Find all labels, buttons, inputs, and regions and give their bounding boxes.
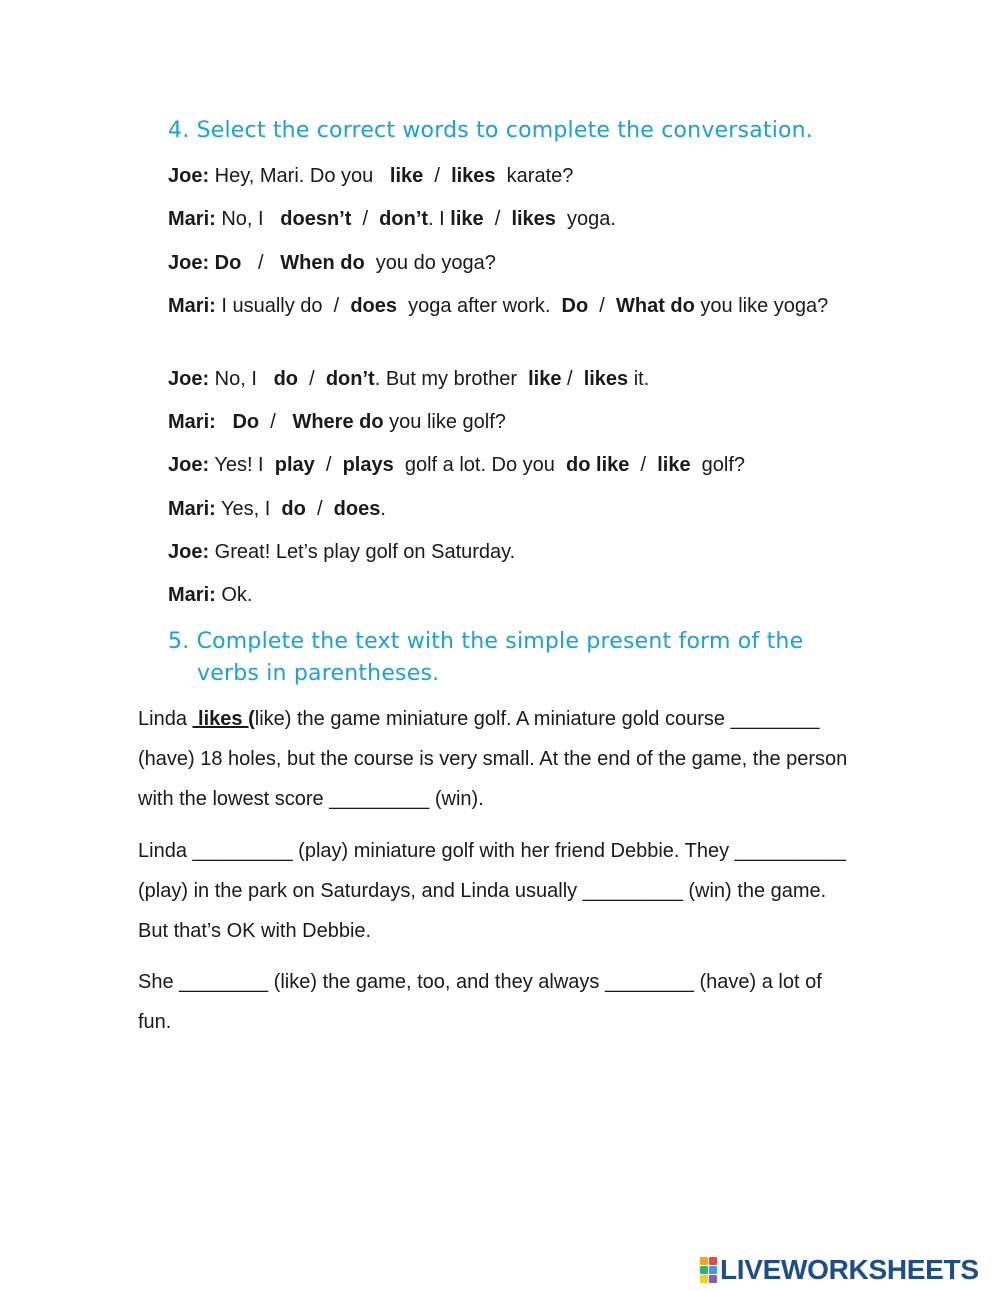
conv-text: you do yoga? [364,252,496,274]
answer-option[interactable]: does [350,295,397,317]
section-4-title: 4. Select the correct words to complete the conversation. [168,118,814,143]
answer-option[interactable]: likes [511,208,556,230]
conv-line [168,450,868,480]
answer-option[interactable]: What do [615,295,695,317]
conv-text: No, I [209,368,274,390]
liveworksheets-blocks-icon [700,1257,717,1283]
conv-text: yoga after work. [397,295,562,317]
conv-text: Ok. [215,584,253,606]
conv-text: you like golf? [383,411,506,433]
conv-text: Great! Let’s play golf on Saturday. [209,541,516,563]
logo-block [709,1266,717,1274]
answer-option[interactable]: Joe: Do [168,252,247,274]
conv-text: I usually do / [215,295,351,317]
logo-text: LIVEWORKSHEETS [720,1254,979,1285]
logo-block [700,1266,708,1274]
answer-option[interactable]: don’t [373,208,429,230]
logo-block [709,1257,717,1265]
answer-option[interactable]: Mari: [168,498,216,520]
answer-option[interactable]: do [273,368,299,390]
liveworksheets-logo [700,1255,979,1285]
conv-text: Yes, I [215,498,282,520]
answer-option[interactable]: likes [445,165,502,187]
answer-option[interactable]: doesn’t [274,208,357,230]
conv-text: karate? [501,165,574,187]
answer-option[interactable]: Mari: [168,584,216,606]
answer-option[interactable]: Joe: [168,454,210,476]
paragraph-text: Linda _________ (play) miniature golf with her friend Debbie. They __________ (play) in the park on Saturdays, and Linda usually _________ (win) the game. But that’s OK with Debbie. [138,840,846,942]
conv-line [168,407,868,437]
section-5-title-line-1: 5. Complete the text with the simple present form of the [168,629,804,654]
answer-option[interactable]: like [528,368,562,390]
conv-line [168,494,868,524]
paragraph [138,699,858,819]
paragraph [138,831,858,951]
answer-option[interactable]: Joe: [168,541,210,563]
answer-option[interactable]: Mari: [168,208,216,230]
conv-text: you like yoga? [694,295,829,317]
answer-option[interactable]: like [384,165,429,187]
answer-option[interactable]: Where do [286,411,384,433]
answer-option[interactable]: does [333,498,381,520]
answer-option[interactable]: Mari: [168,295,216,317]
conv-text: / [428,165,446,187]
conv-text: yoga. [555,208,616,230]
logo-block [709,1275,717,1283]
conv-text: . [380,498,386,520]
answer-option[interactable]: do [281,498,306,520]
answer-option[interactable]: plays [342,454,394,476]
answer-option[interactable]: like [450,208,484,230]
conv-text: . I [428,208,451,230]
section-5-title-line-2: verbs in parentheses. [197,661,440,686]
conv-text: Yes! I [209,454,275,476]
answer-option[interactable]: Joe: [168,368,210,390]
answer-option[interactable]: don’t [325,368,375,390]
conv-text: Hey, Mari. Do you [209,165,385,187]
logo-block [700,1257,708,1265]
conv-text: / [356,208,374,230]
conv-line [168,291,868,321]
conv-line [168,248,868,278]
conv-text: No, I [215,208,275,230]
conv-text: / [298,368,326,390]
answer-option[interactable]: Joe: [168,165,210,187]
conv-text: / [561,368,584,390]
answer-option[interactable]: When do [274,252,365,274]
section-5-title [168,629,803,686]
logo-block [700,1275,708,1283]
conv-line [168,161,868,191]
paragraph [138,962,858,1042]
conv-text: / [588,295,616,317]
answer-option[interactable]: do like [566,454,630,476]
conv-text: / [246,252,275,274]
conv-line [168,204,868,234]
answer-option[interactable]: Mari: Do [168,411,265,433]
paragraph-text: like) the game miniature golf. A miniature gold course ________ (have) 18 holes, but the course is very small. At the end of the game, the person with the lowest score _________ (win). [138,708,848,810]
conv-text: golf? [690,454,746,476]
filled-answer[interactable]: likes ( [192,708,255,730]
conv-text: golf a lot. Do you [393,454,567,476]
conv-text: / [629,454,658,476]
conv-line [168,364,868,394]
paragraph-text: She ________ (like) the game, too, and they always ________ (have) a lot of fun. [138,971,822,1033]
answer-option[interactable]: likes [583,368,629,390]
answer-option[interactable]: play [274,454,315,476]
paragraph-text: Linda [138,708,193,730]
conv-text: / [305,498,334,520]
conv-text: . But my brother [374,368,529,390]
conv-line [168,580,868,610]
conv-text: / [314,454,343,476]
answer-option[interactable]: Do [561,295,589,317]
conv-text: / [483,208,512,230]
answer-option[interactable]: like [657,454,691,476]
conv-text: it. [628,368,650,390]
conv-line [168,537,868,567]
conv-text: / [264,411,287,433]
